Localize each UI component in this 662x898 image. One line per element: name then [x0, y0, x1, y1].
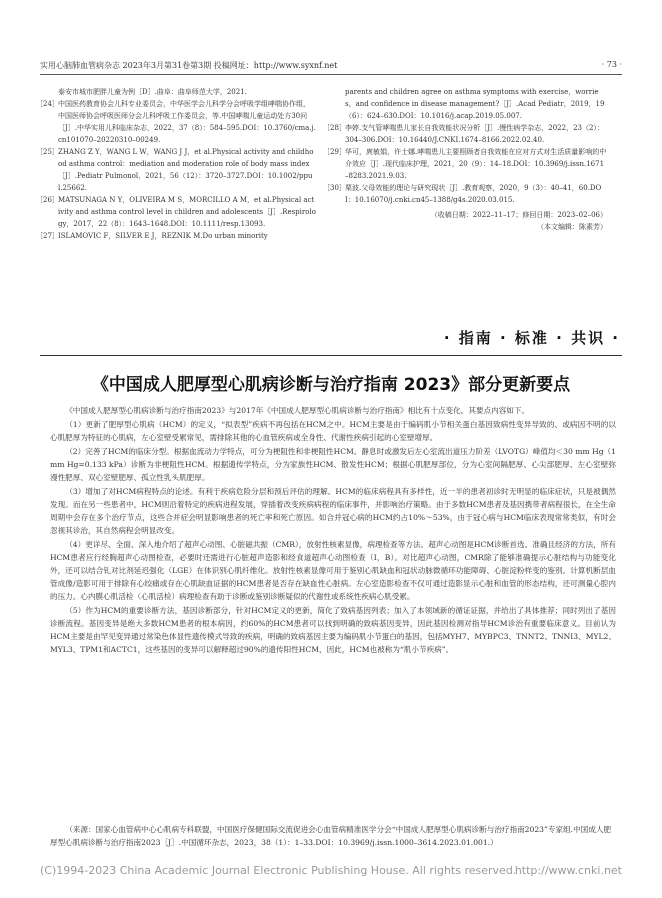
journal-info: 实用心脑肺血管病杂志 2023年3月第31卷第3期 投稿网址：http://www.syxnf.net [40, 61, 338, 70]
received-dates: （收稿日期：2022–11–17；修回日期：2023–02–06） [430, 211, 607, 219]
section-divider [40, 355, 622, 356]
reference-item: ［29］ 华可，庹敏娟，许士娜.哮喘患儿主要照顾者自我效能在应对方式对生活质量影响的中介效应［J］.现代临床护理，2021，20（9）：14–18.DOI：10.3969/j.issn.1671–8283.2021.9.03. [323, 148, 607, 180]
reference-item: ［28］ 李婷.支气管哮喘患儿家长自我效能状况分析［J］.慢性病学杂志，2022，23（2）：304–306.DOI：10.16440/J.CNKI.1674–8166.2022.02.40. [323, 124, 604, 144]
body-paragraph: 《中国成人肥厚型心肌病诊断与治疗指南2023》与2017年《中国成人肥厚型心肌病诊断与治疗指南》相比有十点变化，其要点内容如下。 [65, 406, 530, 415]
article-body [50, 404, 616, 657]
reference-item: ［25］ ZHANG Z Y，WANG L W，WANG J J，et al.Physical activity and childhood asthma control：mediation and moderation role of body mass index［J］.Pediatr Pulmonol，2021，56（12）：3720–3727.DOI：10.1002/ppul.25662. [36, 148, 314, 192]
reference-item: ［27］ ISLAMOVIC F，SILVER E J，REZNIK M.Do urban minority [36, 232, 268, 240]
cnki-url: http://www.cnki.net [514, 864, 622, 877]
page-header [40, 58, 622, 75]
body-paragraph: （4）更详尽、全面、深入地介绍了超声心动图、心脏磁共振（CMR），放射性核素显像，病理检查等方法。超声心动图是HCM诊断首选、准确且经济的方法，所有HCM患者应行经胸超声心动图检查，必要时还需进行心脏超声造影和经食道超声心动图检查（Ⅰ，B）。对比超声心动图，CMR除了能够准确提示心脏结构与功能变化外，还可以结合钆对比剂延迟强化（LGE）在体识别心肌纤维化。放射性核素显像可用于鉴别心肌缺血和冠状动脉微循环功能障碍、心脏淀粉样变的鉴别。计算机断层血管成像/造影可用于排除有心绞痛或存在心肌缺血证据的HCM患者是否存在缺血性心脏病。左心室造影检查不仅可通过造影显示心脏和血管的形态结构，还可测量心腔内的压力。心内膜心肌活检（心肌活检）病理检查有助于诊断或鉴别诊断疑似的代谢性或系统性疾病心肌受累。 [50, 540, 616, 601]
reference-item: ［30］ 栗波.父母效能的理论与研究现状［J］.教育观察，2020，9（3）：40–41，60.DOI：10.16070/j.cnki.cn45–1388/g4s.2020.03.015. [323, 184, 602, 204]
section-tag: · 指南 · 标准 · 共识 · [443, 329, 620, 347]
body-paragraph: （5）作为HCM的重要诊断方法，基因诊断部分，针对HCM定义的更新，简化了致病基因列表；加入了本领域新的循证证据，并给出了具体推荐；同时列出了基因诊断流程。基因变异是绝大多数HCM患者的根本病因，约60%的HCM患者可以找到明确的致病基因变异，因此基因检测对指导HCM诊治有重要临床意义。目前认为HCM主要是由罕见变异通过常染色体显性遗传模式导致的疾病，明确的致病基因主要为编码肌小节蛋白的基因，包括MYH7、MYBPC3、TNNT2、TNNI3、MYL2、MYL3、TPM1和ACTC1，这些基因的变异可以解释超过90%的遗传阳性HCM，因此，HCM也被称为“肌小节疾病”。 [50, 606, 616, 654]
editor-note: （本文编辑：陈素芳） [537, 223, 607, 231]
body-paragraph: （3）增加了对HCM病程特点的论述。有利于疾病危险分层和预后评估的理解。HCM的临床病程具有多样性，近一半的患者初诊时无明显的临床症状，只是被偶然发现。而在另一些患者中，HCM则沿着特定的疾病进程发展，穿插着改变疾病病程的临床事件，并影响治疗策略。由于多数HCM患者及基因携带者病程很长，在全生命周期中会存在多个治疗节点，这些合并症会明显影响患者的死亡率和死亡原因。如合并冠心病的HCM约占10%～53%，由于冠心病与HCM临床表现常常类似，有时会忽视其诊治，其自然病程会明显改变。 [50, 487, 616, 535]
reference-item: ［24］ 中国医药教育协会儿科专业委员会，中华医学会儿科学分会呼吸学组哮喘协作组，中国医师协会呼吸医师分会儿科呼吸工作委员会，等.中国哮喘儿童运动处方30问［J］.中华实用儿科临床杂志，2022，37（8）：584–595.DOI：10.3760/cma.j.cn101070–20220310–00249. [36, 100, 316, 144]
body-paragraph: （1）更新了肥厚型心肌病（HCM）的定义，“拟表型”疾病不再包括在HCM之中。HCM主要是由于编码肌小节相关蛋白基因致病性变异导致的、或病因不明的以心肌肥厚为特征的心肌病，左心室壁受累常见，需排除其他的心血管疾病或全身性、代谢性疾病引起的心室壁增厚。 [50, 420, 616, 442]
reference-item: 泰安市城市肥胖儿童为例［D］.曲阜：曲阜师范大学，2021. [58, 88, 247, 96]
page-number: · 73 · [601, 60, 622, 69]
body-paragraph: （2）完善了HCM的临床分型。根据血流动力学特点，可分为梗阻性和非梗阻性HCM。静息时或激发后左心室流出道压力阶差（LVOTG）峰值均＜30 mm Hg（1 mm Hg=0.133 kPa）诊断为非梗阻性HCM。根据遗传学特点，分为家族性HCM、散发性HCM；根据心肌肥厚部位，分为心室间隔肥厚、心尖部肥厚、左心室壁弥漫性肥厚、双心室壁肥厚、孤立性乳头肌肥厚。 [50, 447, 616, 482]
reference-item: parents and children agree on asthma symptoms with exercise，worries，and confidence in disease management?［J］.Acad Pediatr，2019，19（6）：624–630.DOI：10.1016/j.acap.2019.05.007. [345, 88, 605, 120]
references-right-column [323, 86, 607, 233]
references-left-column [36, 86, 316, 242]
article-title: 《中国成人肥厚型心肌病诊断与治疗指南 2023》部分更新要点 [91, 375, 571, 395]
source-citation: （来源：国家心血管病中心心肌病专科联盟，中国医疗保健国际交流促进会心血管病精准医学分会“中国成人肥厚型心肌病诊断与治疗指南2023”专家组.中国成人肥厚型心肌病诊断与治疗指南2023［J］.中国循环杂志，2023，38（1）：1–33.DOI：10.3969/j.issn.1000–3614.2023.01.001.） [50, 825, 612, 847]
copyright-text: (C)1994-2023 China Academic Journal Electronic Publishing House. All rights reserved. [40, 864, 517, 877]
reference-item: ［26］ MATSUNAGA N Y，OLIVEIRA M S，MORCILLO A M，et al.Physical activity and asthma control level in children and adolescents［J］.Respirology，2017，22（8）：1643–1648.DOI：10.1111/resp.13093. [36, 196, 316, 228]
